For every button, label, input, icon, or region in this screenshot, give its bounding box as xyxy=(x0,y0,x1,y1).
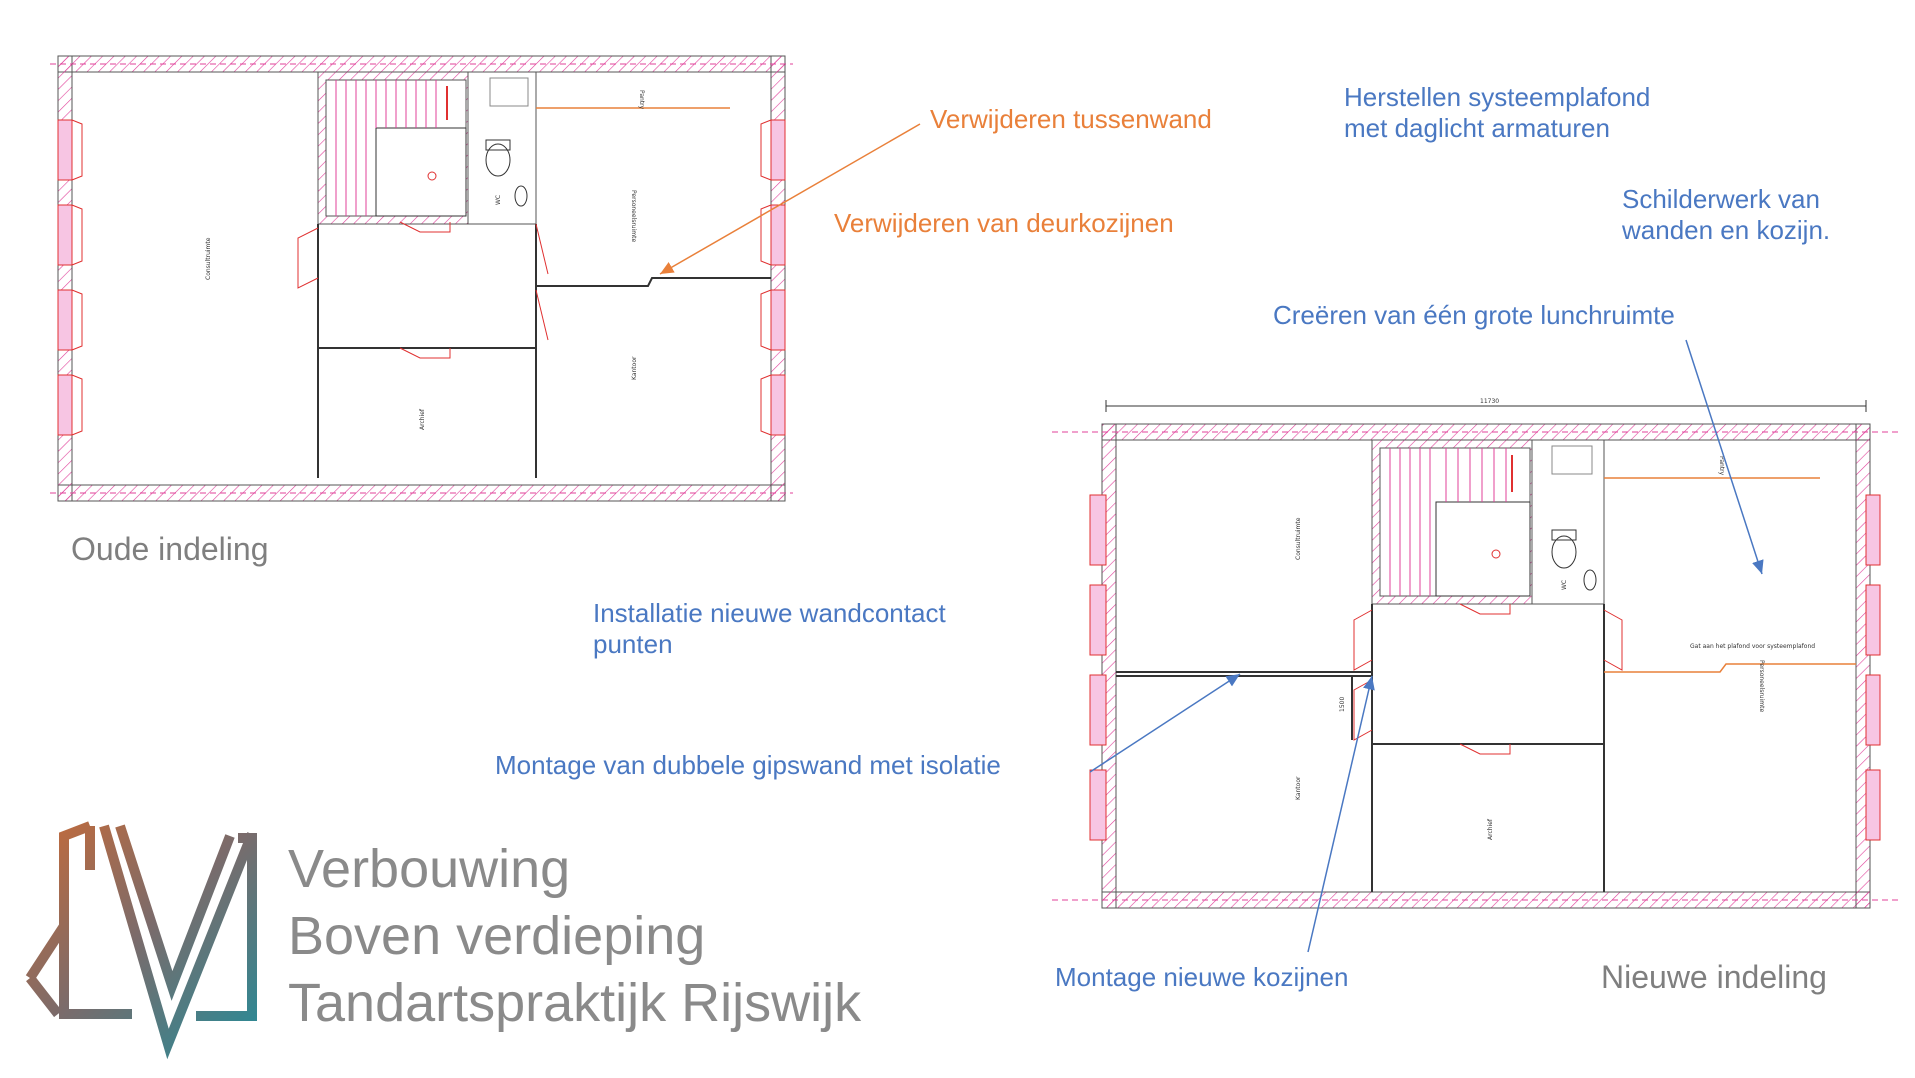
old-plan-label: Oude indeling xyxy=(71,531,269,567)
new-plan-label: Nieuwe indeling xyxy=(1601,959,1827,995)
new-room-pantry: Pantry xyxy=(1718,456,1725,476)
new-wall-dimension: 1500 xyxy=(1339,696,1346,712)
old-room-archive: Archief xyxy=(419,408,426,430)
company-logo xyxy=(30,826,252,1044)
new-room-archive: Archief xyxy=(1487,818,1494,840)
title-line-3: Tandartspraktijk Rijswijk xyxy=(288,973,862,1033)
annotation-ceiling: Herstellen systeemplafond met daglicht armaturen xyxy=(1344,82,1651,144)
new-room-office: Kantoor xyxy=(1295,776,1302,800)
annotation-sockets: Installatie nieuwe wandcontact punten xyxy=(593,598,946,660)
new-room-staff: Personeelsruimte xyxy=(1758,660,1765,713)
old-room-staff: Personeelsruimte xyxy=(630,190,637,243)
annotation-paint: Schilderwerk van wanden en kozijn. xyxy=(1622,184,1831,246)
annotation-gypsum-wall: Montage van dubbele gipswand met isolatie xyxy=(495,750,1001,780)
old-room-consult: Consultruimte xyxy=(205,237,212,280)
new-floor-plan xyxy=(1052,398,1900,908)
new-ceiling-note: Gat aan het plafond voor systeemplafond xyxy=(1690,643,1816,650)
new-dimension: 11730 xyxy=(1480,398,1500,405)
annotation-remove-wall: Verwijderen tussenwand xyxy=(930,104,1212,134)
new-room-wc: WC xyxy=(1561,579,1568,590)
title-line-2: Boven verdieping xyxy=(288,906,706,966)
title-line-1: Verbouwing xyxy=(288,839,571,899)
new-room-consult: Consultruimte xyxy=(1295,517,1302,560)
annotation-new-frames: Montage nieuwe kozijnen xyxy=(1055,962,1349,992)
old-room-office: Kantoor xyxy=(631,356,638,380)
old-room-wc: WC xyxy=(495,194,502,205)
annotation-lunchroom: Creëren van één grote lunchruimte xyxy=(1273,300,1675,330)
old-floor-plan xyxy=(50,56,793,501)
annotation-remove-door-frames: Verwijderen van deurkozijnen xyxy=(834,208,1174,238)
old-room-pantry: Pantry xyxy=(638,90,645,110)
